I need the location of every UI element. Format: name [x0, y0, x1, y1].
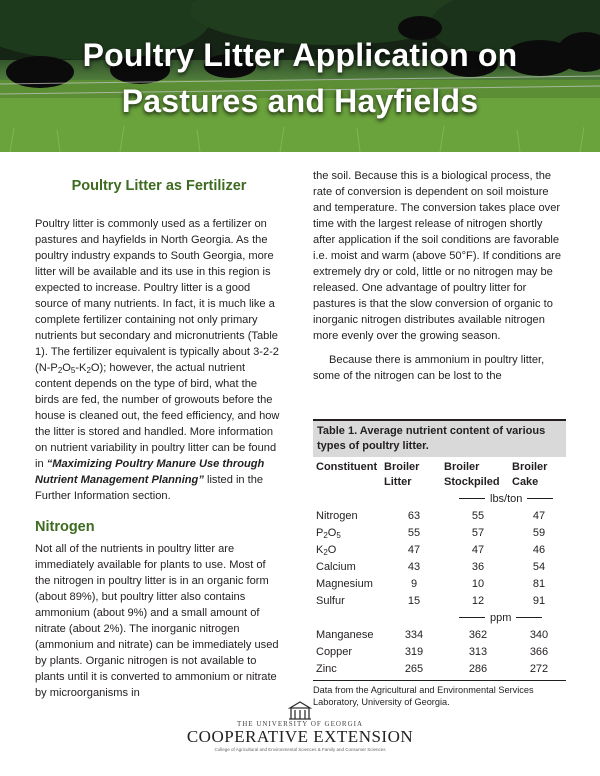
- section-heading-nitrogen: Nitrogen: [35, 519, 95, 535]
- reference-title: “Maximizing Poultry Manure Use through Nutrient Management Planning”: [35, 458, 265, 486]
- left-column: [35, 168, 283, 701]
- footer-logo: [0, 700, 600, 752]
- table-row: Copper 319 313 366: [316, 645, 549, 658]
- extension-name: COOPERATIVE EXTENSION: [186, 727, 414, 746]
- column-header: Broiler Litter: [384, 461, 420, 488]
- right-column: [313, 168, 566, 384]
- nutrient-table: [313, 419, 566, 708]
- table-row: Manganese 334 362 340: [316, 628, 549, 641]
- table-row: Sulfur 15 12 91: [316, 594, 546, 607]
- university-name: THE UNIVERSITY OF GEORGIA: [236, 720, 364, 728]
- arch-icon: [287, 700, 313, 720]
- page-title-line2: Pastures and Hayfields: [121, 83, 479, 119]
- header-banner: [0, 0, 600, 152]
- table-row: $K_2O$ 47 47 46: [316, 543, 546, 557]
- unit-row-lbs: lbs/ton: [313, 490, 566, 507]
- table-row: Zinc 265 286 272: [316, 662, 549, 675]
- paragraph-fertilizer: Poultry litter is commonly used as a fertilizer on pastures and hayfields in North Georgia. As the poultry industry expands to South Georgia, more litter will be available and its use in this region is expected to increase. Poultry litter is a good source of many nutrients. In fact, it is much like a complete fertilizer containing not only primary nutrients but secondary and micronutrients (Table 1). The fertilizer equivalent is typically about 3-2-2 $(N-P_2O_5-K_2O)$; however, the actual nutrient content depends on the type of bird, what the birds are fed, the number of growouts before the house is cleaned out, the feed efficiency, and how the litter is stored and handled. More information on nutrient variability in poultry litter can be found in “Maximizing Poultry Manure Use through Nutrient Management Planning” listed in the Further Information section.: [35, 218, 280, 502]
- table-row: $P_2O_5$ 55 57 59: [316, 526, 546, 540]
- paragraph-nitrogen-2: the soil. Because this is a biological process, the rate of conversion is dependent on soil moisture and temperature. The conversion takes place over time with the largest release of nitrogen shortly after application if the soil conditions are favorable i.e. moist and warm (above 50°F). If conditions are extremely dry or cold, little or no nitrogen may be released. One advantage of poultry litter for pastures is that the slow conversion of organic to inorganic nitrogen distributes available nitrogen more evenly over the growing season.: [313, 170, 561, 342]
- table-caption: Table 1. Average nutrient content of various types of poultry litter.: [313, 419, 566, 457]
- college-name: College of Agricultural and Environmental Sciences & Family and Consumer Sciences: [214, 747, 386, 752]
- table-row: Nitrogen 63 55 47: [316, 509, 546, 522]
- paragraph-nitrogen-1: Not all of the nutrients in poultry litter are immediately available for plants to use. Most of the nitrogen in poultry litter is in an organic form (about 89%), but poultry litter also contains ammonium (about 9%) and a small amount of nitrate (about 2%). The inorganic nitrogen (ammonium and nitrate) can be immediately used by plants. Organic nitrogen is not available to plants until it is converted to ammonium or nitrate by microorganisms in: [35, 543, 279, 699]
- table-row: Magnesium 9 10 81: [316, 577, 546, 590]
- table-header-row: [313, 460, 566, 490]
- section-heading-fertilizer: Poultry Litter as Fertilizer: [71, 178, 247, 194]
- table-row: Calcium 43 36 54: [316, 560, 546, 573]
- column-header: Broiler Cake: [512, 461, 548, 488]
- column-header: Constituent: [316, 461, 378, 473]
- paragraph-nitrogen-3: Because there is ammonium in poultry litter, some of the nitrogen can be lost to the: [313, 354, 545, 382]
- unit-row-ppm: ppm: [313, 609, 566, 626]
- column-header: Broiler Stockpiled: [444, 461, 500, 488]
- page-title-line1: Poultry Litter Application on: [82, 37, 518, 73]
- table-source-note: Data from the Agricultural and Environmental Services Laboratory, University of Georgia.: [313, 680, 566, 708]
